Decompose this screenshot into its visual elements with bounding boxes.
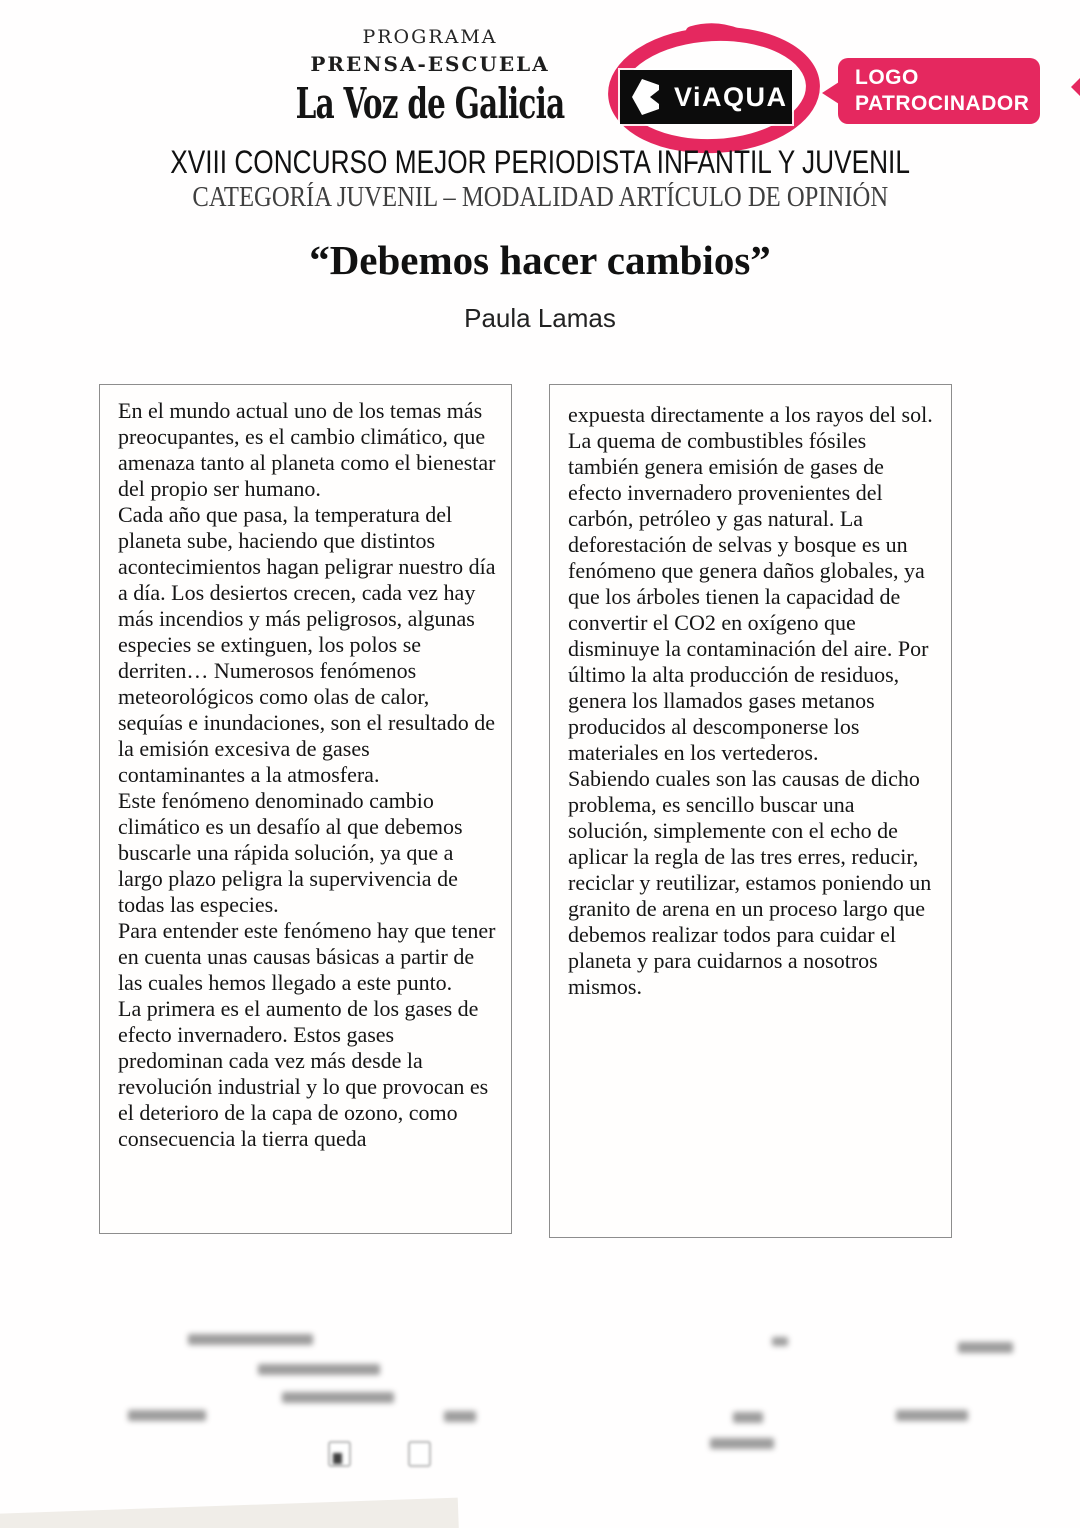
article-author: Paula Lamas (464, 303, 616, 333)
callout-line1: LOGO (855, 66, 919, 89)
newspaper-masthead: La Voz de Galicia (295, 79, 565, 128)
redacted-text (958, 1342, 1013, 1353)
redacted-text (282, 1392, 394, 1403)
redacted-text (258, 1364, 380, 1375)
paragraph: expuesta directamente a los rayos del sol. La quema de combustibles fósiles también genera emisión de gases de efecto invernadero provenientes del carbón, petróleo y gas natural. La deforestación de selvas y bosque es un fenómeno que genera daños globales, ya que los árboles tienen la capacidad de convertir el CO2 en oxígeno que disminuye la contaminación del aire. Por último la alta producción de residuos, genera los llamados gases metanos producidos al descomponerse los materiales en los vertederos. (568, 402, 933, 765)
article-column-right (549, 384, 952, 1238)
article-column-left (99, 384, 512, 1234)
paragraph: En el mundo actual uno de los temas más preocupantes, es el cambio climático, que amenaza tanto al planeta como el bienestar del propio ser humano. (118, 398, 496, 501)
program-label: PROGRAMA (362, 26, 498, 48)
contest-title: XVIII CONCURSO MEJOR PERIODISTA INFANTIL Y JUVENIL (170, 144, 910, 180)
redacted-text (733, 1412, 763, 1423)
redacted-text (772, 1337, 788, 1346)
paragraph: La primera es el aumento de los gases de efecto invernadero. Estos gases predominan cada vez más desde la revolución industrial y lo que provocan es el deterioro de la capa de ozono, como consecuencia la tierra queda (118, 996, 489, 1151)
viaqua-gem-icon (632, 77, 662, 117)
prensa-escuela-label: PRENSA-ESCUELA (310, 52, 550, 76)
scan-page-edge (0, 1498, 459, 1528)
callout-line2: PATROCINADOR (855, 92, 1030, 115)
paragraph: Cada año que pasa, la temperatura del planeta sube, haciendo que distintos acontecimientos hagan peligrar nuestro día a día. Los desiertos crecen, cada vez hay más incendios y más peligrosos, algunas especies se extinguen, los polos se derriten… Numerosos fenómenos meteorológicos como olas de calor, sequías e inundaciones, son el resultado de la emisión excesiva de gases contaminantes a la atmosfera. (118, 502, 496, 787)
paragraph: Este fenómeno denominado cambio climático es un desafío al que debemos buscarle una rápida solución, ya que a largo plazo peligra la supervivencia de todas las especies. (118, 788, 463, 917)
paragraph: Sabiendo cuales son las causas de dicho problema, es sencillo buscar una solución, simplemente con el echo de aplicar la regla de las tres erres, reducir, reciclar y reutilizar, estamos poniendo un granito de arena en un proceso largo que debemos realizar todos para cuidar el planeta y para cuidarnos a nosotros mismos. (568, 766, 932, 999)
redacted-text (896, 1410, 968, 1421)
redacted-text (444, 1411, 476, 1422)
viaqua-logo (620, 70, 792, 124)
redacted-text (710, 1438, 774, 1449)
clipped-annotation-mark (1071, 78, 1080, 96)
redacted-text (188, 1334, 313, 1345)
redacted-text (128, 1410, 206, 1421)
contest-subtitle: CATEGORÍA JUVENIL – MODALIDAD ARTÍCULO DE OPINIÓN (192, 182, 888, 213)
sponsor-callout-bubble (838, 58, 1040, 124)
checkbox-empty (408, 1441, 431, 1467)
paragraph: Para entender este fenómeno hay que tener en cuenta unas causas básicas a partir de las cuales hemos llegado a este punto. (118, 918, 496, 995)
sponsor-logo-group (596, 20, 1080, 160)
viaqua-wordmark: ViAQUA (674, 81, 788, 112)
checkbox-checked (328, 1441, 351, 1467)
article-title: “Debemos hacer cambios” (309, 237, 771, 283)
